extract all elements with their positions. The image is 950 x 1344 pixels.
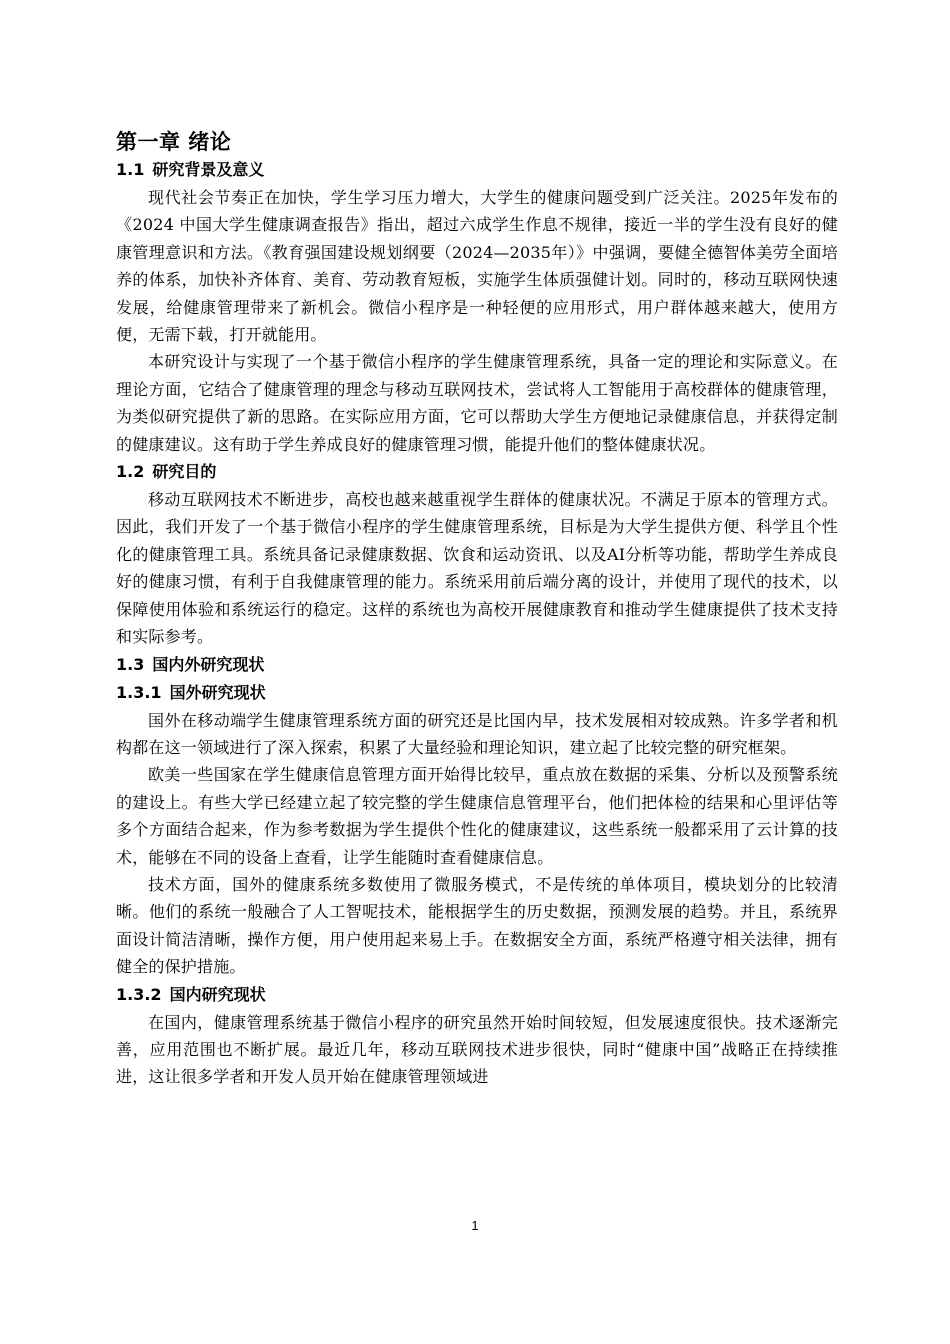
section-1-2: [116, 458, 838, 650]
paragraph: 现代社会节奏正在加快，学生学习压力增大，大学生的健康问题受到广泛关注。2025年发布的《2024 中国大学生健康调查报告》指出，超过六成学生作息不规律，接近一半的学生没有良好的健康管理意识和方法。《教育强国建设规划纲要（2024—2035年）》中强调，要健全德智体美劳全面培养的体系，加快补齐体育、美育、劳动教育短板，实施学生体质强健计划。同时的，移动互联网快速发展，给健康管理带来了新机会。微信小程序是一种轻便的应用形式，用户群体越来越大，使用方便，无需下载，打开就能用。: [116, 188, 838, 345]
section-title: 国内研究现状: [169, 984, 266, 1004]
section-number: 1.2: [116, 462, 145, 482]
paragraph: 欧美一些国家在学生健康信息管理方面开始得比较早，重点放在数据的采集、分析以及预警系统的建设上。有些大学已经建立起了较完整的学生健康信息管理平台，他们把体检的结果和心里评估等多个方面结合起来，作为参考数据为学生提供个性化的健康建议，这些系统一般都采用了云计算的技术，能够在不同的设备上查看，让学生能随时查看健康信息。: [116, 765, 838, 867]
section-title: 国内外研究现状: [152, 654, 265, 674]
section-number: 1.3.1: [116, 682, 162, 702]
section-heading: [116, 156, 838, 184]
section-1-1: [116, 156, 838, 458]
paragraph: 国外在移动端学生健康管理系统方面的研究还是比国内早，技术发展相对较成熟。许多学者和机构都在这一领域进行了深入探索，积累了大量经验和理论知识，建立起了比较完整的研究框架。: [116, 710, 838, 757]
document-page: [116, 128, 838, 1091]
paragraph: 本研究设计与实现了一个基于微信小程序的学生健康管理系统，具备一定的理论和实际意义。在理论方面，它结合了健康管理的理念与移动互联网技术，尝试将人工智能用于高校群体的健康管理，为类似研究提供了新的思路。在实际应用方面，它可以帮助大学生方便地记录健康信息，并获得定制的健康建议。这有助于学生养成良好的健康管理习惯，能提升他们的整体健康状况。: [116, 352, 838, 454]
section-1-3-1: [116, 679, 838, 981]
section-number: 1.3.2: [116, 984, 162, 1004]
chapter-title: 第一章 绪论: [116, 130, 232, 154]
section-1-3-2: [116, 981, 838, 1091]
section-heading: [116, 981, 838, 1009]
section-heading: [116, 651, 838, 679]
section-heading: [116, 679, 838, 707]
section-title: 研究目的: [152, 462, 217, 482]
section-number: 1.3: [116, 654, 145, 674]
section-1-3: [116, 651, 838, 679]
paragraph: 技术方面，国外的健康系统多数使用了微服务模式，不是传统的单体项目，模块划分的比较清晰。他们的系统一般融合了人工智呢技术，能根据学生的历史数据，预测发展的趋势。并且，系统界面设计简洁清晰，操作方便，用户使用起来易上手。在数据安全方面，系统严格遵守相关法律，拥有健全的保护措施。: [116, 874, 838, 977]
section-heading: [116, 458, 838, 486]
paragraph: 移动互联网技术不断进步，高校也越来越重视学生群体的健康状况。不满足于原本的管理方式。因此，我们开发了一个基于微信小程序的学生健康管理系统，目标是为大学生提供方便、科学且个性化的健康管理工具。系统具备记录健康数据、饮食和运动资讯、以及AI分析等功能，帮助学生养成良好的健康习惯，有利于自我健康管理的能力。系统采用前后端分离的设计，并使用了现代的技术，以保障使用体验和系统运行的稳定。这样的系统也为高校开展健康教育和推动学生健康提供了技术支持和实际参考。: [116, 490, 838, 647]
section-number: 1.1: [116, 160, 145, 179]
page-number: 1: [471, 1218, 479, 1233]
section-title: 国外研究现状: [169, 682, 266, 702]
section-title: 研究背景及意义: [152, 160, 265, 179]
paragraph: 在国内，健康管理系统基于微信小程序的研究虽然开始时间较短，但发展速度很快。技术逐渐完善，应用范围也不断扩展。最近几年，移动互联网技术进步很快，同时“健康中国”战略正在持续推进，这让很多学者和开发人员开始在健康管理领域进: [116, 1012, 838, 1087]
